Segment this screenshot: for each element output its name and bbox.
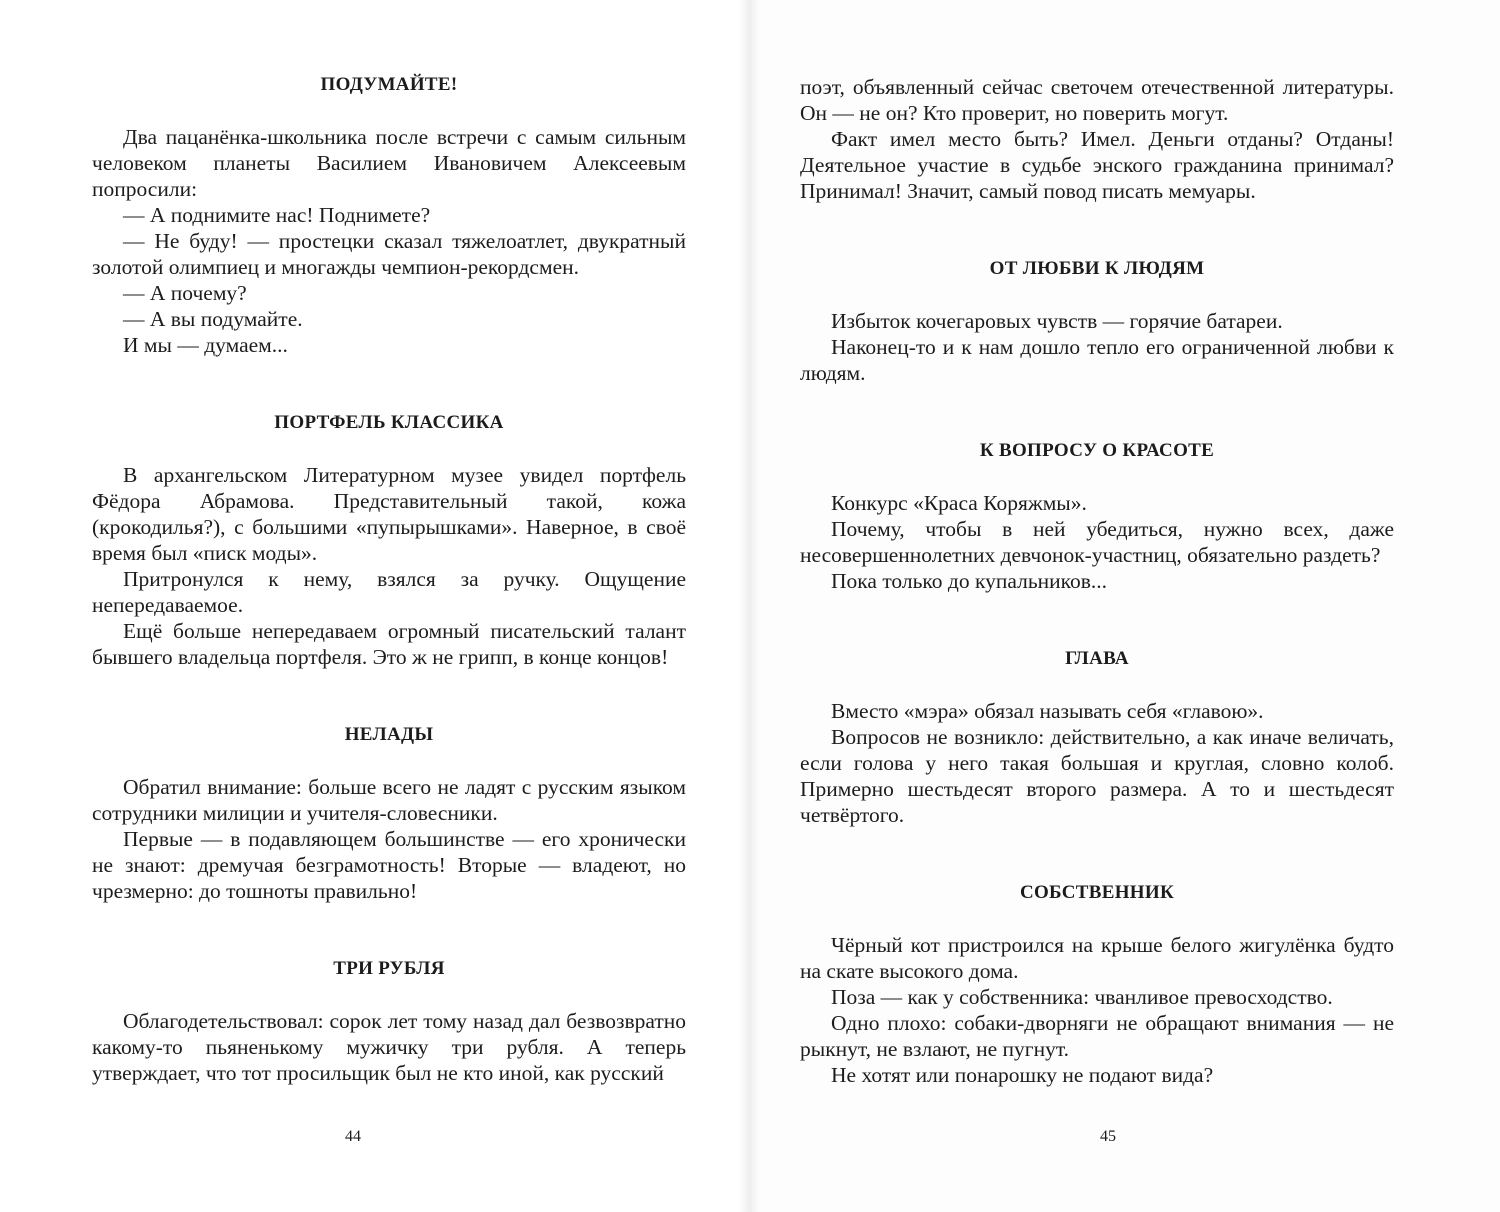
paragraph: Одно плохо: собаки-дворняги не обращают внимания — не рыкнут, не взлают, не пугнут.	[800, 1011, 1394, 1061]
paragraph: Облагодетельствовал: сорок лет тому назад дал безвозвратно какому-то пьяненькому мужичку три рубля. А теперь утверждает, что тот просильщик был не кто иной, как русский	[92, 1009, 686, 1085]
right-page-text	[800, 0, 1394, 1088]
section-title: НЕЛАДЫ	[344, 724, 434, 745]
section-nelady	[92, 722, 686, 904]
paragraph: поэт, объявленный сейчас светочем отечественной литературы. Он — не он? Кто проверит, но поверить могут.	[800, 75, 1394, 125]
paragraph: В архангельском Литературном музее увидел портфель Фёдора Абрамова. Представительный такой, кожа (крокодилья?), с большими «пупырышками». Наверное, в своё время был «писк моды».	[92, 463, 686, 565]
section-title: К ВОПРОСУ О КРАСОТЕ	[979, 440, 1215, 461]
paragraph: Два пацанёнка-школьника после встречи с самым сильным человеком планеты Василием Ивановичем Алексеевым попросили:	[92, 125, 686, 201]
left-page-text	[92, 0, 686, 1086]
paragraph: — А почему?	[123, 281, 247, 305]
paragraph: Наконец-то и к нам дошло тепло его ограниченной любви к людям.	[800, 335, 1394, 385]
paragraph: Конкурс «Краса Коряжмы».	[831, 491, 1087, 515]
section-tri-rublya	[92, 956, 686, 1086]
paragraph: — Не буду! — простецки сказал тяжелоатлет, двукратный золотой олимпиец и многажды чемпион-рекордсмен.	[92, 229, 686, 279]
paragraph: — А поднимите нас! Поднимете?	[123, 203, 431, 227]
paragraph: Избыток кочегаровых чувств — горячие батареи.	[831, 309, 1283, 333]
paragraph: Вопросов не возникло: действительно, а как иначе величать, если голова у него такая большая и круглая, словно колоб. Примерно шестьдесят второго размера. А то и шестьдесят четвёртого.	[800, 725, 1394, 827]
right-page	[750, 0, 1500, 1212]
section-title: ГЛАВА	[1065, 648, 1129, 669]
paragraph: Ещё больше непередаваем огромный писательский талант бывшего владельца портфеля. Это ж не грипп, в конце концов!	[92, 619, 686, 669]
section-title: СОБСТВЕННИК	[1019, 882, 1175, 903]
book-gutter	[738, 0, 762, 1212]
paragraph: И мы — думаем...	[123, 333, 288, 357]
section-title: ТРИ РУБЛЯ	[333, 958, 445, 979]
page-number: 45	[1100, 1128, 1116, 1145]
paragraph: Факт имел место быть? Имел. Деньги отданы? Отданы! Деятельное участие в судьбе энского гражданина принимал? Принимал! Значит, самый повод писать мемуары.	[800, 127, 1394, 203]
section-podumayte	[92, 72, 686, 358]
section-k-voprosu-o-krasote	[800, 438, 1394, 594]
paragraph: Чёрный кот пристроился на крыше белого жигулёнка будто на скате высокого дома.	[800, 933, 1394, 983]
paragraph: Почему, чтобы в ней убедиться, нужно всех, даже несовершеннолетних девчонок-участниц, обязательно раздеть?	[800, 517, 1394, 567]
section-title: ПОДУМАЙТЕ!	[320, 74, 458, 95]
section-sobstvennik	[800, 880, 1394, 1088]
paragraph: Пока только до купальников...	[831, 569, 1108, 593]
section-glava	[800, 646, 1394, 828]
page-number: 44	[345, 1128, 361, 1145]
paragraph: Первые — в подавляющем большинстве — его хронически не знают: дремучая безграмотность! Вторые — владеют, но чрезмерно: до тошноты правильно!	[92, 827, 686, 903]
paragraph: Притронулся к нему, взялся за ручку. Ощущение непередаваемое.	[92, 567, 686, 617]
section-ot-lyubvi-k-lyudyam	[800, 256, 1394, 386]
paragraph: — А вы подумайте.	[123, 307, 303, 331]
paragraph: Обратил внимание: больше всего не ладят с русским языком сотрудники милиции и учителя-словесники.	[92, 775, 686, 825]
paragraph: Поза — как у собственника: чванливое превосходство.	[831, 985, 1333, 1009]
paragraph: Вместо «мэра» обязал называть себя «главою».	[831, 699, 1264, 723]
section-title: ОТ ЛЮБВИ К ЛЮДЯМ	[989, 258, 1205, 279]
section-continuation	[800, 74, 1394, 204]
paragraph: Не хотят или понарошку не подают вида?	[831, 1063, 1214, 1087]
section-title: ПОРТФЕЛЬ КЛАССИКА	[274, 412, 504, 433]
section-portfel-klassika	[92, 410, 686, 670]
